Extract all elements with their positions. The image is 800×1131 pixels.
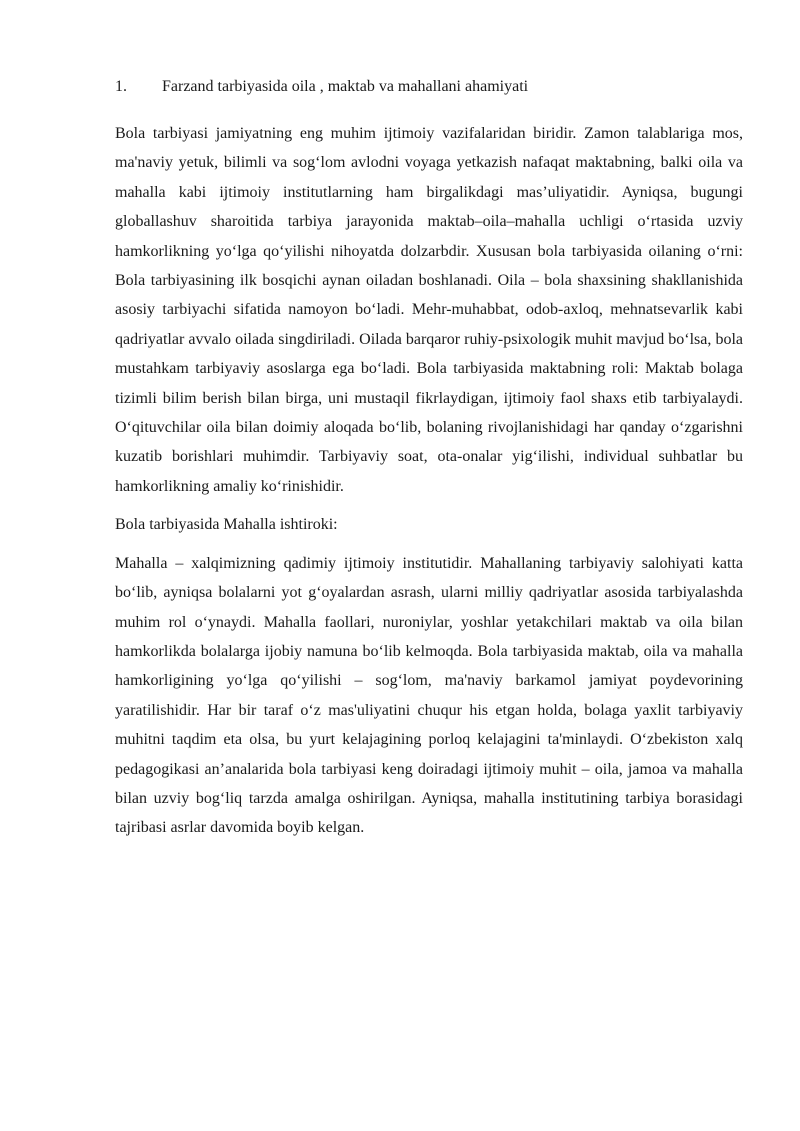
paragraph-mahalla: Mahalla – xalqimizning qadimiy ijtimoiy institutidir. Mahallaning tarbiyaviy salohiyati katta bo‘lib, ayniqsa bolalarni yot g‘oyalardan asrash, ularni milliy qadriyatlar asosida tarbiyalashda muhim rol o‘ynaydi. Mahalla faollari, nuroniylar, yoshlar yetakchilari maktab va oila bilan hamkorlikda bolalarga ijobiy namuna bo‘lib kelmoqda. Bola tarbiyasida maktab, oila va mahalla hamkorligining yo‘lga qo‘yilishi – sog‘lom, ma'naviy barkamol jamiyat poydevorining yaratilishidir. Har bir taraf o‘z mas'uliyatini chuqur his etgan holda, bolaga yaxlit tarbiyaviy muhitni taqdim eta olsa, bu yurt kelajagining porloq kelajagini ta'minlaydi. O‘zbekiston xalq pedagogikasi an’analarida bola tarbiyasi keng doiradagi ijtimoiy muhit – oila, jamoa va mahalla bilan uzviy bog‘liq tarzda amalga oshirilgan. Ayniqsa, mahalla institutining tarbiya borasidagi tajribasi asrlar davomida boyib kelgan. [115, 554, 743, 837]
section-number: 1. [115, 78, 127, 95]
section-title: Farzand tarbiyasida oila , maktab va mahallani ahamiyati [162, 78, 529, 95]
paragraph-intro: Bola tarbiyasi jamiyatning eng muhim ijtimoiy vazifalaridan biridir. Zamon talablariga mos, ma'naviy yetuk, bilimli va sog‘lom avlodni voyaga yetkazish nafaqat maktabning, balki oila va mahalla kabi ijtimoiy institutlarning ham birgalikdagi mas’uliyatidir. Ayniqsa, bugungi globallashuv sharoitida tarbiya jarayonida maktab–oila–mahalla uchligi o‘rtasida uzviy hamkorlikning yo‘lga qo‘yilishi nihoyatda dolzarbdir. Xususan bola tarbiyasida oilaning o‘rni: Bola tarbiyasining ilk bosqichi aynan oiladan boshlanadi. Oila – bola shaxsining shakllanishida asosiy tarbiyachi sifatida namoyon bo‘ladi. Mehr-muhabbat, odob-axloq, mehnatsevarlik kabi qadriyatlar avvalo oilada singdiriladi. Oilada barqaror ruhiy-psixologik muhit mavjud bo‘lsa, bola mustahkam tarbiyaviy asoslarga ega bo‘ladi. Bola tarbiyasida maktabning roli: Maktab bolaga tizimli bilim berish bilan birga, uni mustaqil fikrlaydigan, ijtimoiy faol shaxs etib tarbiyalaydi. O‘qituvchilar oila bilan doimiy aloqada bo‘lib, bolaning rivojlanishidagi har qanday o‘zgarishni kuzatib borishlari muhimdir. Tarbiyaviy soat, ota-onalar yig‘ilishi, individual suhbatlar bu hamkorlikning amaliy ko‘rinishidir. [115, 125, 743, 495]
document-page [115, 74, 743, 843]
section-heading [115, 74, 743, 100]
paragraph-subheading: Bola tarbiyasida Mahalla ishtiroki: [115, 516, 338, 534]
